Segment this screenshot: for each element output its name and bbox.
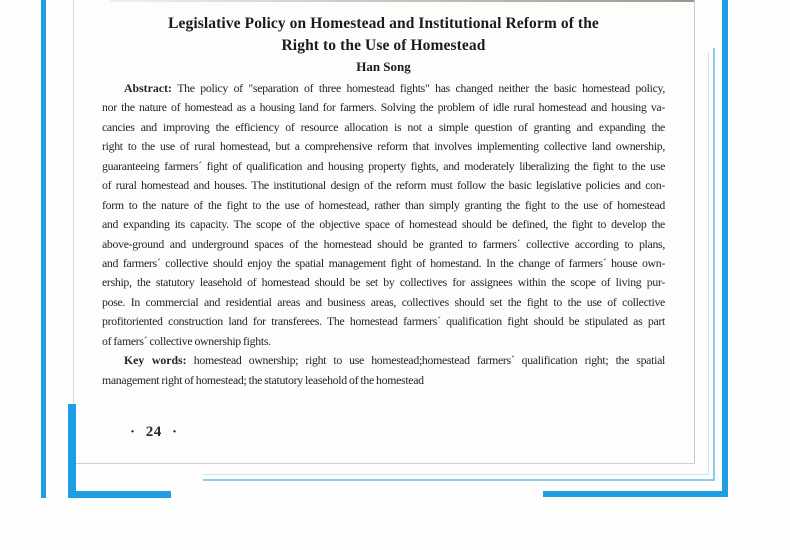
abstract-line: nor the nature of homestead as a housing land for farmers. Solving the problem of idle rural homestead and housing va- xyxy=(102,100,665,115)
abstract-paragraph xyxy=(102,79,665,351)
thin-blue-frame-outer-vertical xyxy=(713,48,715,481)
abstract-line: and farmers´ collective should enjoy the spatial management fight of homestand. In the change of farmers´ house own- xyxy=(102,255,665,270)
paper-content xyxy=(102,0,665,390)
abstract-label: Abstract: xyxy=(124,81,172,95)
blue-border-bottom-line xyxy=(543,491,728,497)
thin-blue-frame-inner-horizontal xyxy=(203,474,709,475)
paper-title-line-1: Legislative Policy on Homestead and Institutional Reform of the xyxy=(168,15,599,32)
keywords-line xyxy=(102,351,665,370)
blue-corner-bottom-left-horizontal xyxy=(68,491,171,498)
keywords-line: management right of homestead; the statutory leasehold of the homestead xyxy=(102,372,424,387)
abstract-line: form to the nature of the fight to the use of homestead, rather than simply granting the fight to the use of homestead xyxy=(102,197,665,212)
blue-corner-bottom-left-vertical xyxy=(68,404,76,498)
abstract-line: pose. In commercial and residential areas and business areas, collectives should set the fight to the use of collective xyxy=(102,294,665,309)
keywords-line-text: homestead ownership; right to use homestead;homestead farmers´ qualification right; the spatial xyxy=(193,353,665,368)
scanned-page xyxy=(73,0,695,464)
blue-border-left-line xyxy=(41,0,46,498)
blue-border-right-line xyxy=(722,0,728,497)
abstract-line: right to the use of rural homestead, but a comprehensive reform that involves implementing collective land ownership, xyxy=(102,139,665,154)
abstract-line: of famers´ collective ownership fights. xyxy=(102,333,271,348)
paper-author: Han Song xyxy=(356,59,411,74)
thin-blue-frame-inner-vertical xyxy=(708,52,709,475)
abstract-line xyxy=(102,79,665,98)
abstract-line: cancies and improving the efficiency of resource allocation is not a simple question of granting and expanding the xyxy=(102,119,665,134)
abstract-line: above-ground and underground spaces of the homestead should be granted to farmers´ collective according to plans, xyxy=(102,236,665,251)
abstract-line: guaranteeing farmers´ fight of qualification and housing property fights, and moderately liberalizing the fight to the use xyxy=(102,158,665,173)
abstract-line: profitoriented construction land for transferees. The homestead farmers´ qualification fight should be stipulated as part xyxy=(102,314,665,329)
keywords-label: Key words: xyxy=(124,353,187,368)
page-number: · 24 · xyxy=(130,424,178,440)
paper-title-line-2: Right to the Use of Homestead xyxy=(281,36,486,54)
abstract-line: and expanding its capacity. The scope of the objective space of homestead should be defined, the fight to develop the xyxy=(102,217,665,232)
thin-blue-frame-outer-horizontal xyxy=(203,479,715,481)
abstract-line: of rural homestead and houses. The institutional design of the reform must follow the basic legislative policies and con- xyxy=(102,178,665,193)
abstract-line-text: The policy of "separation of three homestead fights" has changed neither the basic homestead policy, xyxy=(177,81,665,95)
keywords-paragraph xyxy=(102,351,665,390)
abstract-line: ership, the statutory leasehold of homestead should be set by collectives for assignees within the scope of living pur- xyxy=(102,275,665,290)
